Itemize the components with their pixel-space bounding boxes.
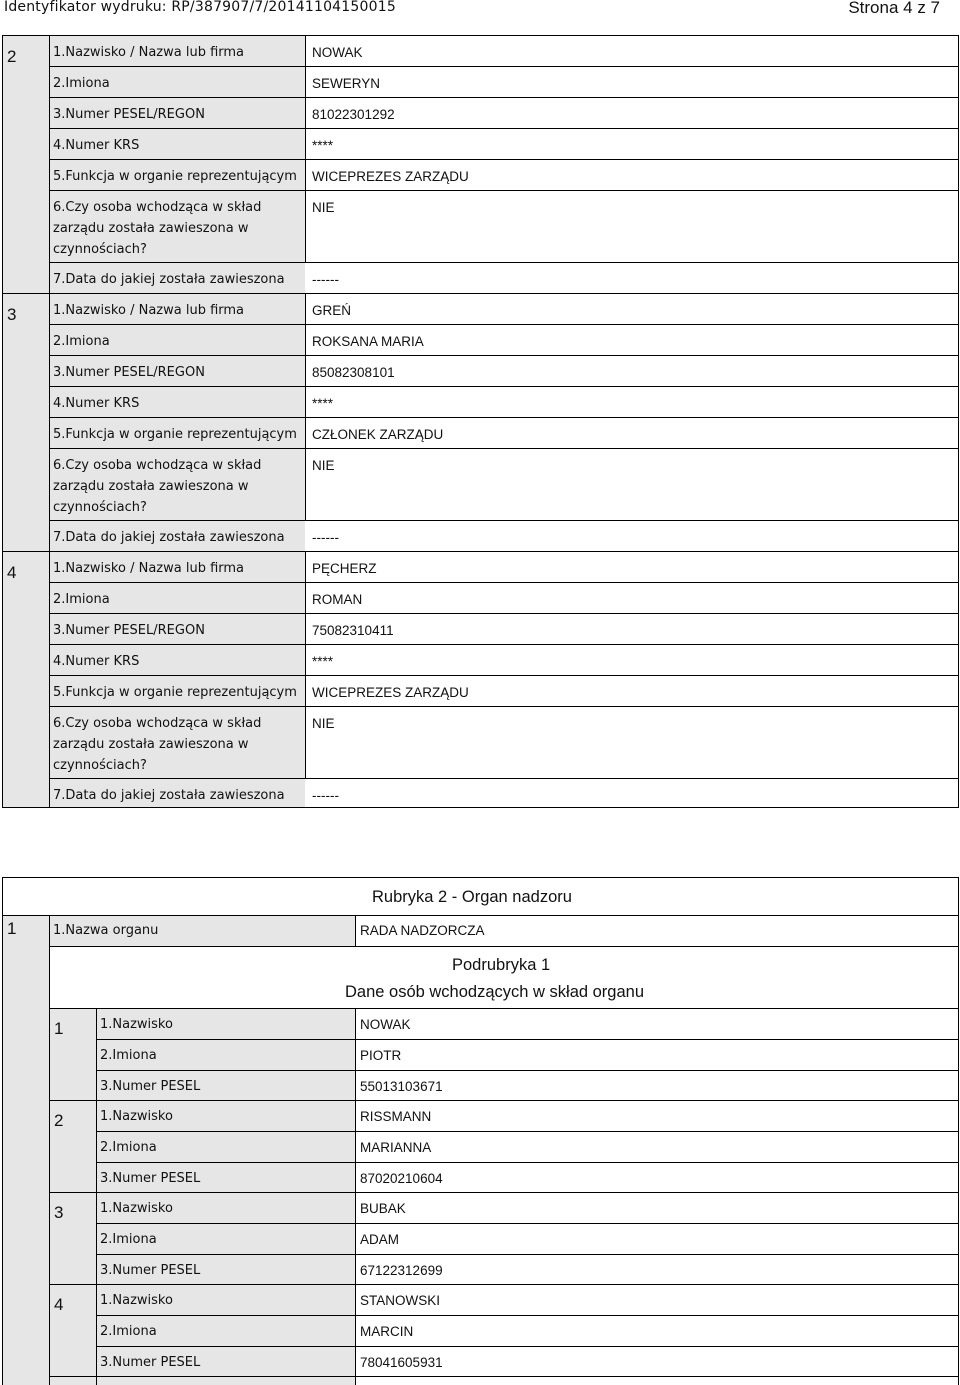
suspended-until-label: 7.Data do jakiej została zawieszona [53, 272, 285, 287]
v-rule [958, 35, 959, 808]
surname-value: NOWAK [312, 45, 363, 60]
names-value: ROMAN [312, 592, 363, 607]
h-rule [49, 448, 958, 449]
h-rule [49, 324, 958, 325]
h-rule [96, 1346, 958, 1347]
h-rule [49, 66, 958, 67]
pesel-label: 3.Numer PESEL/REGON [53, 623, 205, 638]
function-label: 5.Funkcja w organie reprezentującym [53, 685, 297, 700]
suspended-label: 6.Czy osoba wchodząca w skład zarządu została zawieszona w czynnościach? [53, 200, 262, 257]
v-rule [355, 915, 356, 946]
member-pesel-label: 3.Numer PESEL [100, 1171, 201, 1186]
v-rule [49, 915, 50, 1385]
section-number: 1 [7, 919, 17, 938]
krs-label: 4.Numer KRS [53, 396, 140, 411]
member-surname-label: 1.Nazwisko [100, 1293, 173, 1308]
member-pesel-value: 67122312699 [360, 1263, 443, 1278]
member-surname-value: RISSMANN [360, 1109, 432, 1124]
names-label: 2.Imiona [53, 334, 110, 349]
suspended-value: NIE [312, 458, 335, 473]
krs-label: 4.Numer KRS [53, 654, 140, 669]
suspended-label: 6.Czy osoba wchodząca w skład zarządu została zawieszona w czynnościach? [53, 716, 262, 773]
member-surname-label: 1.Nazwisko [100, 1109, 173, 1124]
pesel-value: 81022301292 [312, 107, 395, 122]
h-rule [49, 706, 958, 707]
h-rule [49, 159, 958, 160]
member-names-label: 2.Imiona [100, 1140, 157, 1155]
section-title: Rubryka 2 - Organ nadzoru [372, 888, 572, 906]
suspended-until-value: ------ [312, 788, 339, 803]
v-rule [355, 1008, 356, 1385]
member-surname-label: 1.Nazwisko [100, 1017, 173, 1032]
surname-label: 1.Nazwisko / Nazwa lub firma [53, 45, 245, 60]
h-rule [49, 190, 958, 191]
pesel-label: 3.Numer PESEL/REGON [53, 107, 205, 122]
h-rule [49, 778, 958, 779]
h-rule [49, 520, 958, 521]
h-rule [49, 262, 958, 263]
h-rule [2, 915, 958, 916]
h-rule [49, 675, 958, 676]
pesel-value: 85082308101 [312, 365, 395, 380]
v-rule [96, 1008, 97, 1385]
print-identifier: Identyfikator wydruku: RP/387907/7/20141104150015 [4, 0, 396, 15]
number-column-bg [2, 915, 49, 1385]
suspended-value: NIE [312, 200, 335, 215]
member-pesel-label: 3.Numer PESEL [100, 1079, 201, 1094]
row-number: 4 [7, 563, 17, 582]
member-number: 2 [54, 1111, 64, 1130]
h-rule [49, 1376, 958, 1377]
v-rule [2, 35, 3, 808]
v-rule [2, 877, 3, 1385]
member-surname-value: NOWAK [360, 1017, 411, 1032]
h-rule [49, 946, 958, 947]
member-pesel-value: 55013103671 [360, 1079, 443, 1094]
member-names-value: MARCIN [360, 1324, 414, 1339]
h-rule [49, 1284, 958, 1285]
member-names-label: 2.Imiona [100, 1324, 157, 1339]
h-rule [49, 386, 958, 387]
h-rule [96, 1254, 958, 1255]
krs-value: **** [312, 138, 334, 153]
member-names-value: ADAM [360, 1232, 400, 1247]
sub-number-column-bg [49, 1008, 96, 1385]
h-rule [96, 1315, 958, 1316]
v-rule [49, 35, 50, 808]
names-label: 2.Imiona [53, 76, 110, 91]
h-rule [49, 1008, 958, 1009]
member-pesel-value: 78041605931 [360, 1355, 443, 1370]
names-value: SEWERYN [312, 76, 381, 91]
suspended-value: NIE [312, 716, 335, 731]
member-pesel-label: 3.Numer PESEL [100, 1355, 201, 1370]
pesel-value: 75082310411 [312, 623, 394, 638]
h-rule [96, 1070, 958, 1071]
member-number: 3 [54, 1203, 64, 1222]
function-label: 5.Funkcja w organie reprezentującym [53, 169, 297, 184]
suspended-until-value: ------ [312, 530, 339, 545]
function-value: WICEPREZES ZARZĄDU [312, 169, 469, 184]
h-rule [96, 1162, 958, 1163]
names-label: 2.Imiona [53, 592, 110, 607]
function-value: CZŁONEK ZARZĄDU [312, 427, 444, 442]
member-surname-label: 1.Nazwisko [100, 1201, 173, 1216]
h-rule [2, 293, 958, 294]
h-rule [96, 1223, 958, 1224]
v-rule [305, 293, 306, 520]
row-number: 2 [7, 47, 17, 66]
v-rule [305, 35, 306, 262]
h-rule [49, 1192, 958, 1193]
surname-value: PĘCHERZ [312, 561, 377, 576]
member-names-label: 2.Imiona [100, 1232, 157, 1247]
h-rule [49, 1100, 958, 1101]
member-surname-value: STANOWSKI [360, 1293, 441, 1308]
member-names-value: PIOTR [360, 1048, 402, 1063]
function-value: WICEPREZES ZARZĄDU [312, 685, 469, 700]
h-rule [2, 877, 958, 878]
h-rule [96, 1039, 958, 1040]
h-rule [49, 355, 958, 356]
suspended-until-label: 7.Data do jakiej została zawieszona [53, 530, 285, 545]
member-surname-value: BUBAK [360, 1201, 406, 1216]
page-number: Strona 4 z 7 [848, 0, 940, 17]
surname-label: 1.Nazwisko / Nazwa lub firma [53, 303, 245, 318]
member-names-label: 2.Imiona [100, 1048, 157, 1063]
h-rule [49, 613, 958, 614]
suspended-label: 6.Czy osoba wchodząca w skład zarządu została zawieszona w czynnościach? [53, 458, 262, 515]
row-number: 3 [7, 305, 17, 324]
surname-label: 1.Nazwisko / Nazwa lub firma [53, 561, 245, 576]
v-rule [305, 551, 306, 778]
h-rule [49, 97, 958, 98]
suspended-until-value: ------ [312, 272, 339, 287]
h-rule [49, 128, 958, 129]
h-rule [49, 582, 958, 583]
organ-name-label: 1.Nazwa organu [53, 923, 159, 938]
member-pesel-label: 3.Numer PESEL [100, 1263, 201, 1278]
h-rule [49, 417, 958, 418]
member-number: 1 [54, 1019, 64, 1038]
member-number: 4 [54, 1295, 64, 1314]
h-rule [96, 1131, 958, 1132]
member-names-value: MARIANNA [360, 1140, 432, 1155]
subsection-title: Podrubryka 1 [452, 956, 551, 974]
subsection-subtitle: Dane osób wchodzących w skład organu [345, 983, 645, 1001]
v-rule [958, 946, 959, 1385]
krs-value: **** [312, 654, 334, 669]
v-rule [958, 877, 959, 946]
krs-label: 4.Numer KRS [53, 138, 140, 153]
h-rule [2, 35, 958, 36]
surname-value: GREŃ [312, 303, 352, 318]
h-rule [2, 551, 958, 552]
names-value: ROKSANA MARIA [312, 334, 424, 349]
suspended-until-label: 7.Data do jakiej została zawieszona [53, 788, 285, 803]
h-rule [49, 644, 958, 645]
function-label: 5.Funkcja w organie reprezentującym [53, 427, 297, 442]
h-rule [2, 807, 958, 808]
pesel-label: 3.Numer PESEL/REGON [53, 365, 205, 380]
number-column-bg [2, 35, 49, 807]
member-pesel-value: 87020210604 [360, 1171, 443, 1186]
krs-value: **** [312, 396, 334, 411]
organ-name-value: RADA NADZORCZA [360, 923, 485, 938]
